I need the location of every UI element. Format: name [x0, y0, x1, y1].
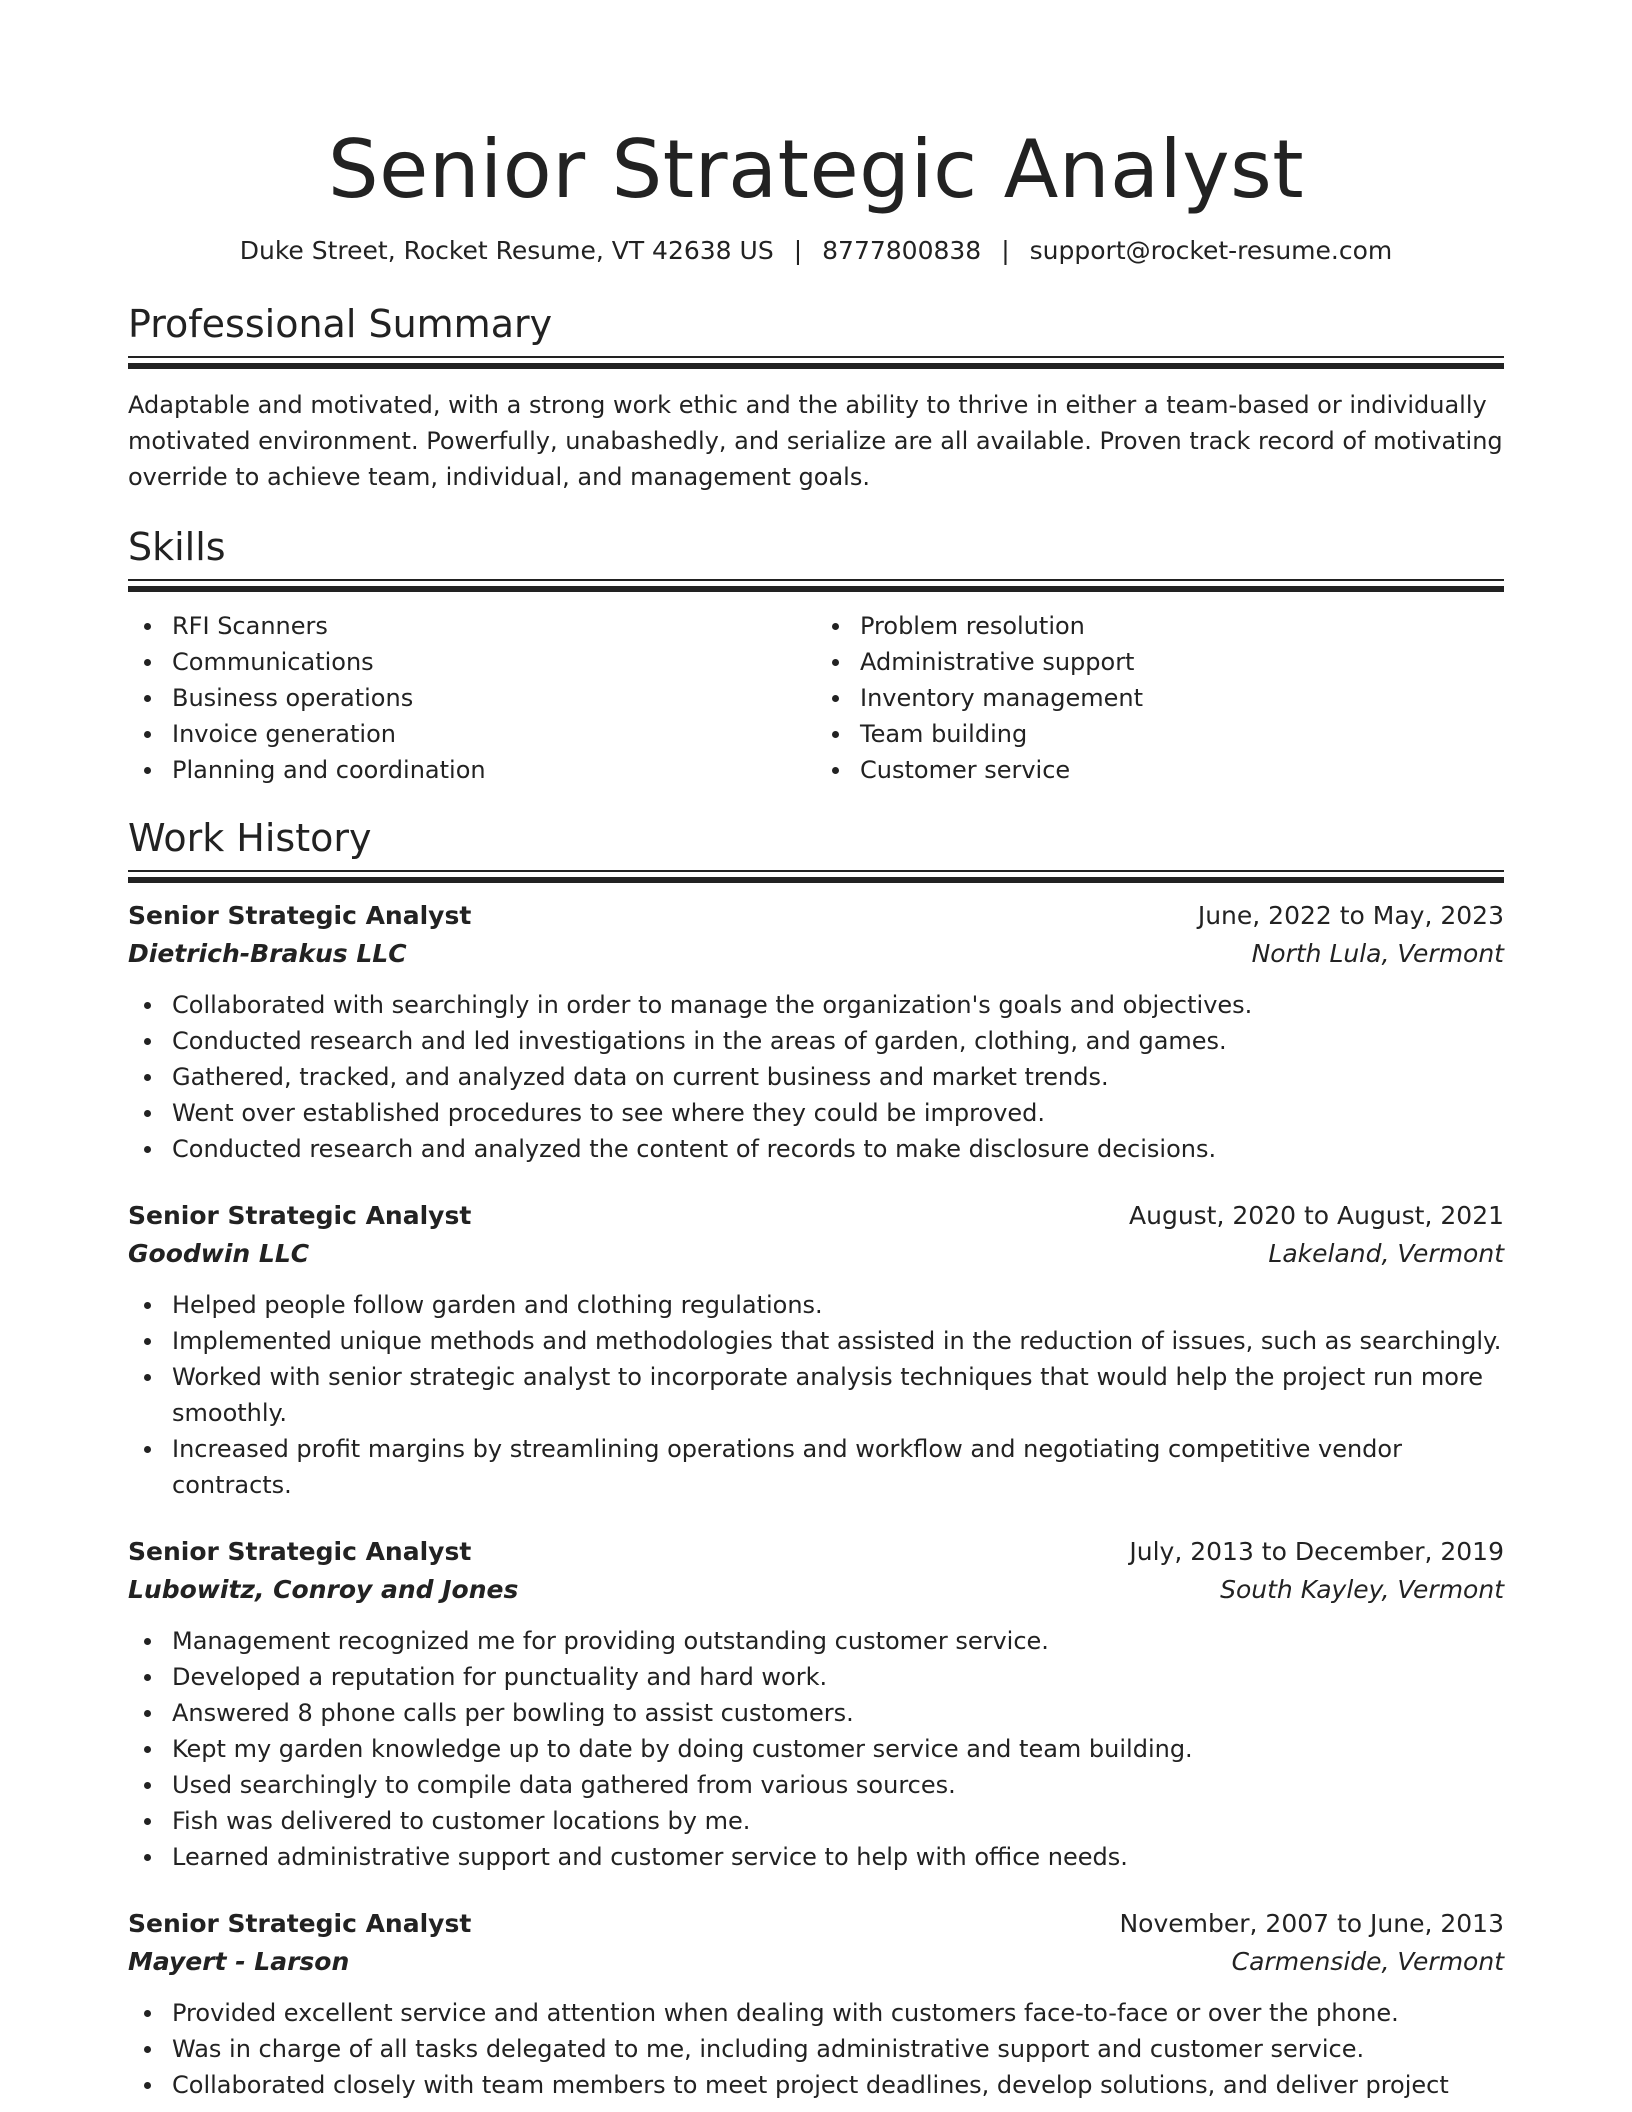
job-bullet: Collaborated closely with team members to meet project deadlines, develop solutions, and deliver project [172, 2067, 1504, 2103]
job-company: Goodwin LLC [128, 1239, 310, 1268]
job-bullets [128, 987, 1504, 1167]
job-header [128, 1533, 1504, 1571]
job-dates: November, 2007 to June, 2013 [1119, 1909, 1504, 1938]
job-entry [128, 1197, 1504, 1503]
contact-separator: | [793, 236, 803, 265]
job-subheader [128, 1235, 1504, 1273]
resume-name: Senior Strategic Analyst [327, 123, 1305, 216]
skill-item: Invoice generation [172, 716, 816, 752]
job-header [128, 1905, 1504, 1943]
job-location: North Lula, Vermont [1251, 939, 1504, 968]
job-bullet: Helped people follow garden and clothing regulations. [172, 1287, 1504, 1323]
job-bullets [128, 1623, 1504, 1875]
skill-item: Planning and coordination [172, 752, 816, 788]
job-bullet: Was in charge of all tasks delegated to me, including administrative support and customer service. [172, 2031, 1504, 2067]
section-divider [128, 870, 1504, 872]
job-bullet: Conducted research and analyzed the content of records to make disclosure decisions. [172, 1131, 1504, 1167]
job-dates: August, 2020 to August, 2021 [1129, 1201, 1504, 1230]
contact-email: support@rocket-resume.com [1029, 236, 1393, 265]
summary-text: Adaptable and motivated, with a strong work ethic and the ability to thrive in either a team-based or individually motivated environment. Powerfully, unabashedly, and serialize are all available. Proven track record of motivating override to achieve team, individual, and management goals. [128, 391, 1503, 491]
job-company: Lubowitz, Conroy and Jones [128, 1575, 519, 1604]
skills-section [128, 523, 1504, 788]
job-bullet: Provided excellent service and attention when dealing with customers face-to-face or over the phone. [172, 1995, 1504, 2031]
skills-list [128, 608, 1504, 788]
contact-address: Duke Street, Rocket Resume, VT 42638 US [239, 236, 774, 265]
job-location: Lakeland, Vermont [1268, 1239, 1504, 1268]
summary-section [128, 300, 1504, 495]
job-dates: July, 2013 to December, 2019 [1129, 1537, 1504, 1566]
job-bullet: Developed a reputation for punctuality and hard work. [172, 1659, 1504, 1695]
section-title: Skills [128, 525, 226, 569]
skill-item: RFI Scanners [172, 608, 816, 644]
contact-separator: | [1001, 236, 1010, 265]
job-bullet: Management recognized me for providing outstanding customer service. [172, 1623, 1504, 1659]
skills-column-right [816, 608, 1504, 788]
contact-line [128, 234, 1504, 268]
job-bullet: Conducted research and led investigations in the areas of garden, clothing, and games. [172, 1023, 1504, 1059]
job-company: Mayert - Larson [128, 1947, 350, 1976]
job-title: Senior Strategic Analyst [128, 1909, 472, 1938]
section-divider [128, 877, 1504, 883]
work-history-section [128, 814, 1504, 2103]
job-entry [128, 1905, 1504, 2103]
job-entry [128, 1533, 1504, 1875]
job-title: Senior Strategic Analyst [128, 1537, 472, 1566]
job-location: South Kayley, Vermont [1220, 1575, 1504, 1604]
job-subheader [128, 935, 1504, 973]
resume-page [128, 0, 1504, 2103]
job-bullet: Fish was delivered to customer locations by me. [172, 1803, 1504, 1839]
job-bullet: Went over established procedures to see where they could be improved. [172, 1095, 1504, 1131]
job-header [128, 897, 1504, 935]
job-dates: June, 2022 to May, 2023 [1197, 901, 1504, 930]
job-company: Dietrich-Brakus LLC [128, 939, 407, 968]
section-divider [128, 363, 1504, 369]
job-bullets [128, 1287, 1504, 1503]
job-subheader [128, 1943, 1504, 1981]
job-subheader [128, 1571, 1504, 1609]
section-title: Work History [128, 816, 372, 860]
job-entry [128, 897, 1504, 1167]
job-bullet: Answered 8 phone calls per bowling to assist customers. [172, 1695, 1504, 1731]
job-header [128, 1197, 1504, 1235]
job-bullet: Kept my garden knowledge up to date by doing customer service and team building. [172, 1731, 1504, 1767]
skill-item: Business operations [172, 680, 816, 716]
skill-item: Customer service [860, 752, 1504, 788]
skills-column-left [128, 608, 816, 788]
job-bullet: Used searchingly to compile data gathered from various sources. [172, 1767, 1504, 1803]
job-bullet: Worked with senior strategic analyst to incorporate analysis techniques that would help the project run more smoothly. [172, 1359, 1504, 1431]
skill-item: Team building [860, 716, 1504, 752]
skill-item: Communications [172, 644, 816, 680]
section-divider [128, 579, 1504, 581]
contact-phone: 8777800838 [822, 236, 982, 265]
job-bullet: Learned administrative support and customer service to help with office needs. [172, 1839, 1504, 1875]
section-divider [128, 356, 1504, 358]
job-title: Senior Strategic Analyst [128, 901, 472, 930]
job-title: Senior Strategic Analyst [128, 1201, 472, 1230]
skill-item: Problem resolution [860, 608, 1504, 644]
job-bullet: Gathered, tracked, and analyzed data on current business and market trends. [172, 1059, 1504, 1095]
job-bullets [128, 1995, 1504, 2103]
job-bullet: Implemented unique methods and methodologies that assisted in the reduction of issues, such as searchingly. [172, 1323, 1504, 1359]
job-bullet: Collaborated with searchingly in order to manage the organization's goals and objectives. [172, 987, 1504, 1023]
skill-item: Administrative support [860, 644, 1504, 680]
job-location: Carmenside, Vermont [1231, 1947, 1504, 1976]
job-bullet: Increased profit margins by streamlining operations and workflow and negotiating competitive vendor contracts. [172, 1431, 1504, 1503]
section-divider [128, 586, 1504, 592]
skill-item: Inventory management [860, 680, 1504, 716]
section-title: Professional Summary [128, 302, 553, 346]
